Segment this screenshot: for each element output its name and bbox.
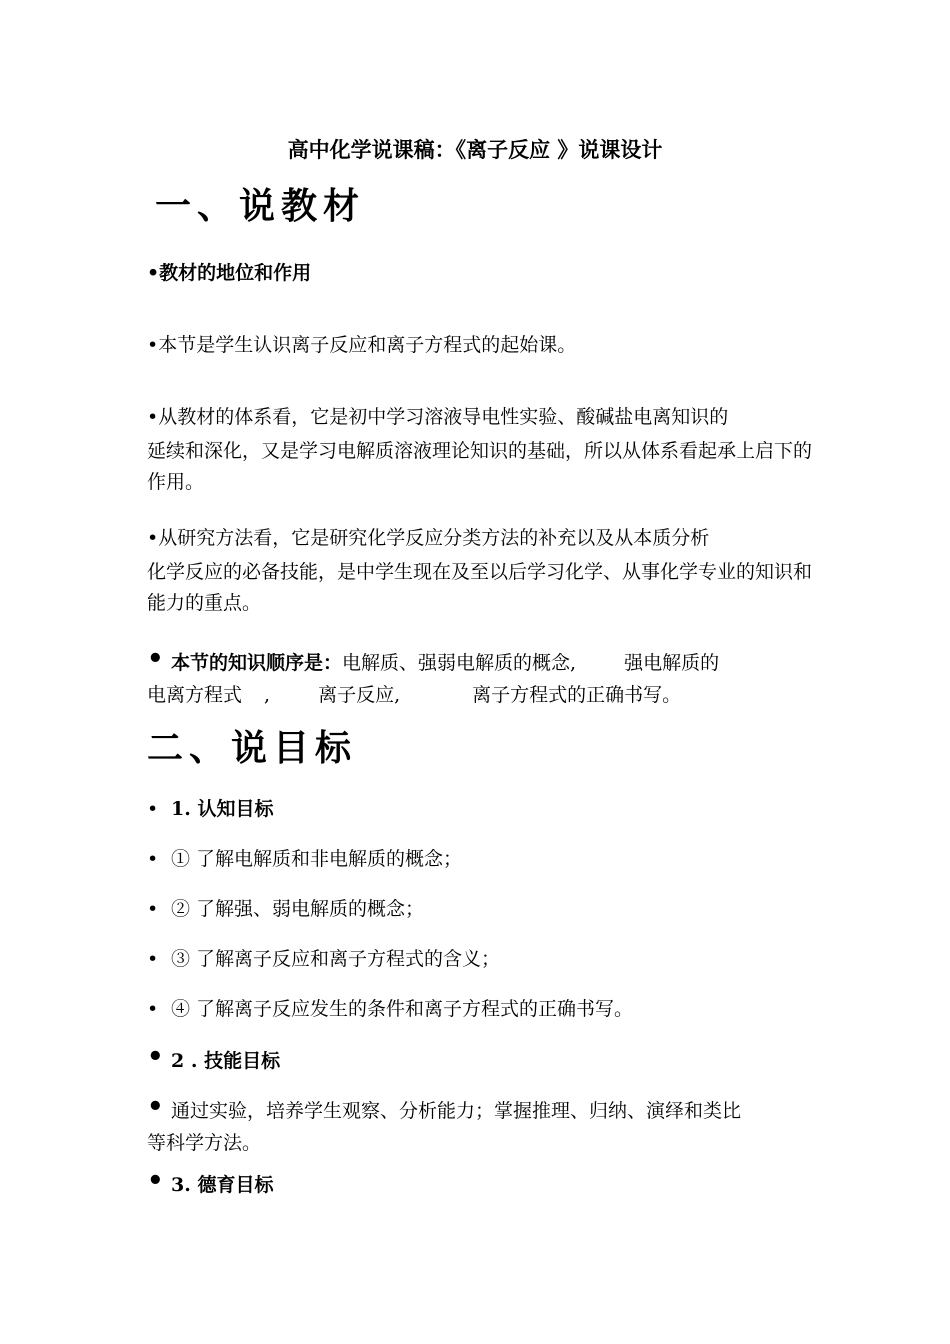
- knowledge-order-line1: [147, 644, 720, 675]
- goal-item: • ③ 了解离子反应和离子方程式的含义；: [147, 948, 501, 970]
- section-heading-objectives: 二、说目标: [147, 727, 358, 769]
- knowledge-order-separator: ,: [264, 684, 271, 706]
- bullet: •: [147, 1042, 164, 1072]
- bullet: •: [147, 1166, 164, 1196]
- bullet: •: [147, 998, 159, 1020]
- knowledge-order-item: 电解质、强弱电解质的概念,: [342, 652, 577, 674]
- bullet: •: [147, 898, 159, 920]
- knowledge-order-item: 强电解质的: [624, 652, 720, 674]
- paragraph-system-rest: 延续和深化，又是学习电解质溶液理论知识的基础，所以从体系看起承上启下的作用。: [147, 440, 813, 493]
- bullet: •: [147, 848, 159, 870]
- knowledge-order-item: 离子方程式的正确书写。: [472, 684, 682, 706]
- subheading-status-role: •教材的地位和作用: [147, 262, 312, 284]
- bullet: •: [147, 644, 164, 674]
- goal-skill: • 2 . 技能目标: [147, 1042, 281, 1072]
- paragraph-method-rest: 化学反应的必备技能，是中学生现在及至以后学习化学、从事化学专业的知识和能力的重点。: [147, 561, 813, 614]
- goal-skill-description-line1: • 通过实验，培养学生观察、分析能力；掌握推理、归纳、演绎和类比: [147, 1092, 742, 1122]
- knowledge-order-label: 本节的知识顺序是：: [171, 652, 343, 674]
- goal-cognitive: • 1. 认知目标: [147, 798, 274, 820]
- goal-moral: • 3. 德育目标: [147, 1166, 274, 1196]
- bullet: •: [147, 1092, 164, 1122]
- knowledge-order-line2: [147, 680, 681, 707]
- goal-item: • ① 了解电解质和非电解质的概念；: [147, 848, 463, 870]
- goal-item: • ② 了解强、弱电解质的概念；: [147, 898, 425, 920]
- bullet: •: [147, 798, 159, 820]
- page-title: 高中化学说课稿：《离子反应 》说课设计: [287, 137, 663, 162]
- bullet: •: [147, 948, 159, 970]
- knowledge-order-item: 离子反应,: [318, 684, 401, 706]
- paragraph-method-line1: •从研究方法看，它是研究化学反应分类方法的补充以及从本质分析: [147, 527, 710, 549]
- section-heading-teaching-material: 一、说教材: [155, 185, 366, 227]
- goal-skill-description-line2: 等科学方法。: [147, 1132, 262, 1154]
- goal-item: • ④ 了解离子反应发生的条件和离子方程式的正确书写。: [147, 998, 634, 1020]
- knowledge-order-item: 电离方程式: [147, 684, 243, 706]
- paragraph-intro: •本节是学生认识离子反应和离子方程式的起始课。: [147, 334, 577, 356]
- paragraph-system-line1: •从教材的体系看，它是初中学习溶液导电性实验、酸碱盐电离知识的: [147, 406, 729, 428]
